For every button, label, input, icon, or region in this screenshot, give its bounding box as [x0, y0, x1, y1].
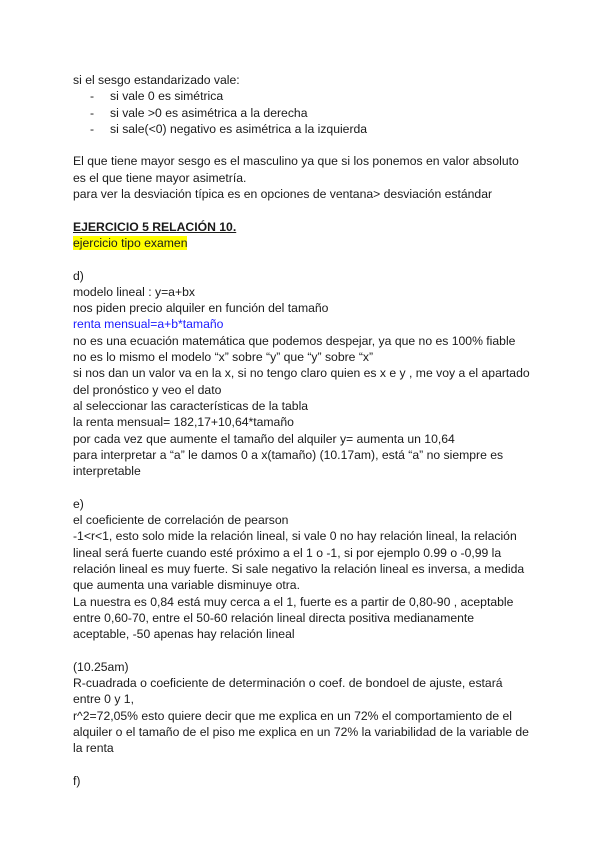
paragraph-line: no es una ecuación matemática que podemos despejar, ya que no es 100% fiable: [73, 333, 516, 348]
paragraph-line: el coeficiente de correlación de pearson: [73, 513, 289, 528]
sesgo-intro: si el sesgo estandarizado vale:: [73, 73, 240, 87]
paragraph-line: nos piden precio alquiler en función del tamaño: [73, 301, 329, 316]
list-item: [73, 121, 533, 137]
list-item-text: si vale >0 es asimétrica a la derecha: [110, 105, 308, 120]
paragraph-line: modelo lineal : y=a+bx: [73, 284, 195, 299]
r2-value-paragraph: r^2=72,05% esto quiere decir que me explica en un 72% el comportamiento de el alquiler o el tamaño de el piso me explica en un 72% la variabilidad de la variable de la renta: [73, 708, 529, 756]
exercise-title: EJERCICIO 5 RELACIÓN 10.: [73, 219, 237, 234]
bullet-dash: -: [90, 89, 95, 104]
section-f-label: f): [73, 773, 81, 788]
time-note: (10.25am): [73, 659, 129, 674]
pronostico-paragraph: si nos dan un valor va en la x, si no tengo claro quien es x e y , me voy a el apartado del pronóstico y veo el dato: [73, 366, 530, 397]
sesgo-list: [73, 88, 533, 137]
correlation-range-paragraph: -1<r<1, esto solo mide la relación lineal, si vale 0 no hay relación lineal, la relación lineal será fuerte cuando esté próximo a el 1 o -1, si por ejemplo 0.99 o -0,99 la relación lineal es muy fuerte. Si sale negativo la relación lineal es inversa, a medida que aumenta una variable disminuye otra.: [73, 529, 525, 593]
bullet-dash: -: [90, 105, 95, 120]
paragraph-line: por cada vez que aumente el tamaño del alquiler y= aumenta un 10,64: [73, 431, 455, 446]
interpretar-paragraph: para interpretar a “a” le damos 0 a x(tamaño) (10.17am), está “a” no siempre es interpretable: [73, 447, 504, 479]
paragraph-line: El que tiene mayor sesgo es el masculino ya que si los ponemos en valor absoluto: [73, 154, 519, 169]
list-item: [73, 88, 533, 104]
list-item-text: si sale(<0) negativo es asimétrica a la izquierda: [110, 121, 368, 136]
formula-line: renta mensual=a+b*tamaño: [73, 317, 224, 332]
paragraph-line: para ver la desviación típica es en opciones de ventana> desviación estándar: [73, 187, 493, 202]
r2-paragraph: R-cuadrada o coeficiente de determinación o coef. de bondoel de ajuste, estará entre 0 y 1,: [73, 675, 503, 707]
correlation-ours-paragraph: La nuestra es 0,84 está muy cerca a el 1, fuerte es a partir de 0,80-90 , aceptable entre 0,60-70, entre el 50-60 relación lineal directa positiva medianamente aceptable, -50 apenas hay relación lineal: [73, 594, 514, 642]
paragraph-line: no es lo mismo el modelo “x” sobre “y” que “y” sobre “x”: [73, 350, 374, 365]
paragraph-line: al seleccionar las características de la tabla: [73, 398, 309, 413]
paragraph-line: la renta mensual= 182,17+10,64*tamaño: [73, 415, 294, 430]
section-e-label: e): [73, 496, 84, 511]
list-item: [73, 105, 533, 121]
document-body: [73, 72, 533, 789]
exercise-note-highlight: ejercicio tipo examen: [73, 235, 188, 250]
section-d-label: d): [73, 268, 84, 283]
paragraph-line: es el que tiene mayor asimetría.: [73, 170, 247, 185]
list-item-text: si vale 0 es simétrica: [110, 89, 224, 104]
bullet-dash: -: [90, 121, 95, 136]
